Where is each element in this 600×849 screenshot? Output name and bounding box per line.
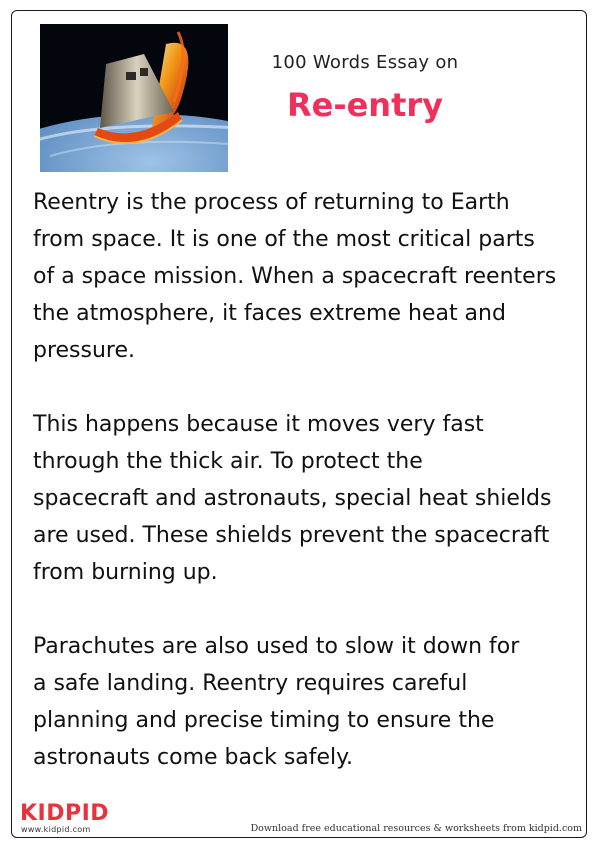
- kidpid-logo[interactable]: [20, 801, 140, 835]
- essay-title: Re-entry: [286, 86, 444, 124]
- essay-body: [33, 184, 573, 813]
- spacecraft-reentry-image: [40, 24, 228, 172]
- essay-paragraph-1: Reentry is the process of returning to Earth from space. It is one of the most critical parts of a space mission. When a spacecraft reenters the atmosphere, it faces extreme heat and pressure.: [33, 190, 557, 363]
- logo-text: KIDPID: [20, 801, 110, 826]
- logo-url: www.kidpid.com: [21, 825, 91, 834]
- essay-paragraph-3: Parachutes are also used to slow it down for a safe landing. Reentry requires careful planning and precise timing to ensure the astronauts come back safely.: [33, 634, 520, 770]
- essay-subtitle: 100 Words Essay on: [271, 52, 459, 73]
- essay-paragraph-2: This happens because it moves very fast through the thick air. To protect the spacecraft and astronauts, special heat shields are used. These shields prevent the spacecraft from burning up.: [33, 412, 552, 585]
- footer-download-note: Download free educational resources & worksheets from kidpid.com: [250, 823, 582, 834]
